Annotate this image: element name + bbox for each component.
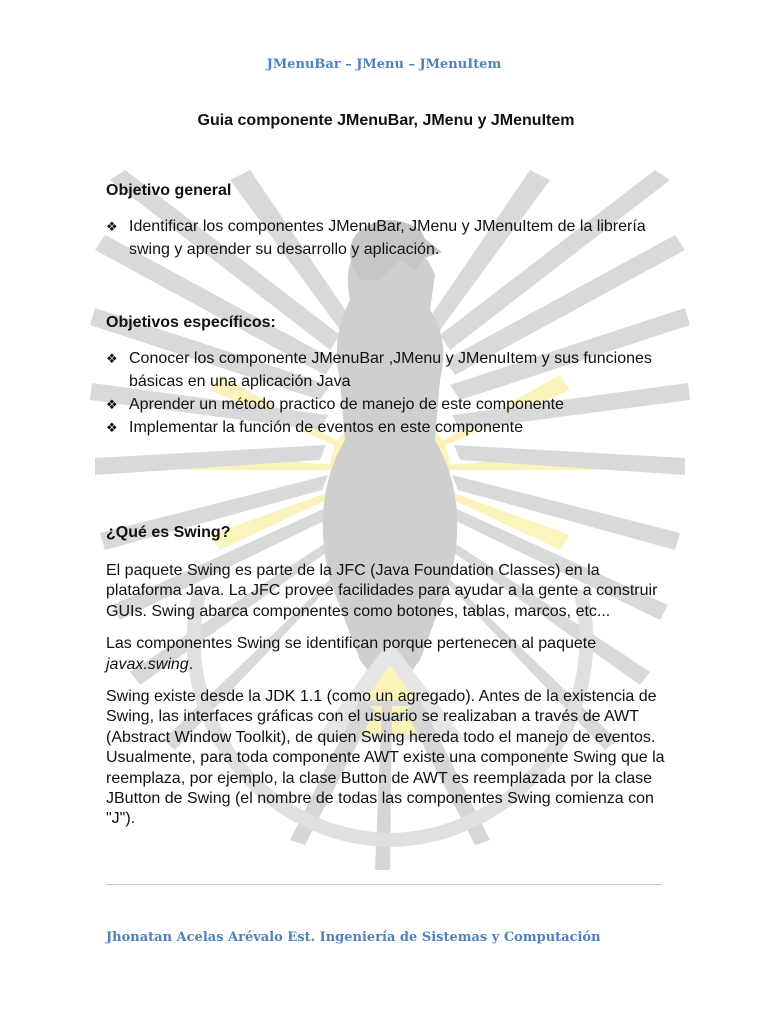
list-item-text: Identificar los componentes JMenuBar, JMenu y JMenuItem de la librería swing y aprender su desarrollo y aplicación. bbox=[129, 218, 646, 258]
list-item bbox=[106, 347, 666, 393]
footer-divider bbox=[106, 884, 662, 885]
paragraph: El paquete Swing es parte de la JFC (Java Foundation Classes) en la plataforma Java. La JFC provee facilidades para ayudar a la gente a construir GUIs. Swing abarca componentes como botones, tablas, marcos, etc... bbox=[106, 562, 658, 620]
spacer bbox=[106, 261, 666, 313]
list-item bbox=[106, 393, 666, 416]
running-footer: Jhonatan Acelas Arévalo Est. Ingeniería de Sistemas y Computación bbox=[106, 930, 601, 945]
package-name: javax.swing bbox=[106, 655, 189, 673]
bullet-icon: ❖ bbox=[106, 397, 118, 412]
spacer bbox=[106, 543, 666, 561]
document-body bbox=[106, 110, 666, 830]
list-item bbox=[106, 215, 666, 261]
objetivo-general-heading: Objetivo general bbox=[106, 182, 232, 199]
running-header: JMenuBar – JMenu – JMenuItem bbox=[266, 57, 502, 72]
spacer bbox=[106, 675, 666, 687]
spacer bbox=[106, 201, 666, 215]
bullet-icon: ❖ bbox=[106, 219, 118, 234]
objetivos-especificos-heading: Objetivos específicos: bbox=[106, 314, 276, 331]
paragraph-text: Las componentes Swing se identifican porque pertenecen al paquete bbox=[106, 635, 597, 653]
spacer bbox=[106, 131, 666, 181]
paragraph: Swing existe desde la JDK 1.1 (como un agregado). Antes de la existencia de Swing, las interfaces gráficas con el usuario se realizaban a través de AWT (Abstract Window Toolkit), de quien Swing hereda todo el manejo de eventos. Usualmente, para toda componente AWT existe una componente Swing que la reemplaza, por ejemplo, la clase Button de AWT es reemplazada por la clase JButton de Swing (el nombre de todas las componentes Swing comienza con "J"). bbox=[106, 688, 665, 828]
spacer bbox=[106, 622, 666, 634]
bullet-icon: ❖ bbox=[106, 351, 118, 366]
list-item-text: Implementar la función de eventos en este componente bbox=[129, 419, 524, 436]
spacer bbox=[106, 333, 666, 347]
paragraph bbox=[106, 634, 666, 675]
list-item-text: Aprender un método practico de manejo de este componente bbox=[129, 396, 564, 413]
spacer bbox=[106, 439, 666, 523]
que-es-swing-heading: ¿Qué es Swing? bbox=[106, 524, 231, 541]
list-item-text: Conocer los componente JMenuBar ,JMenu y JMenuItem y sus funciones básicas en una aplicación Java bbox=[129, 350, 652, 390]
bullet-icon: ❖ bbox=[106, 420, 118, 435]
objetivo-general-list bbox=[106, 215, 666, 261]
list-item bbox=[106, 416, 666, 439]
paragraph-text: . bbox=[188, 655, 194, 673]
document-title: Guia componente JMenuBar, JMenu y JMenuItem bbox=[197, 112, 575, 129]
objetivos-especificos-list bbox=[106, 347, 666, 439]
